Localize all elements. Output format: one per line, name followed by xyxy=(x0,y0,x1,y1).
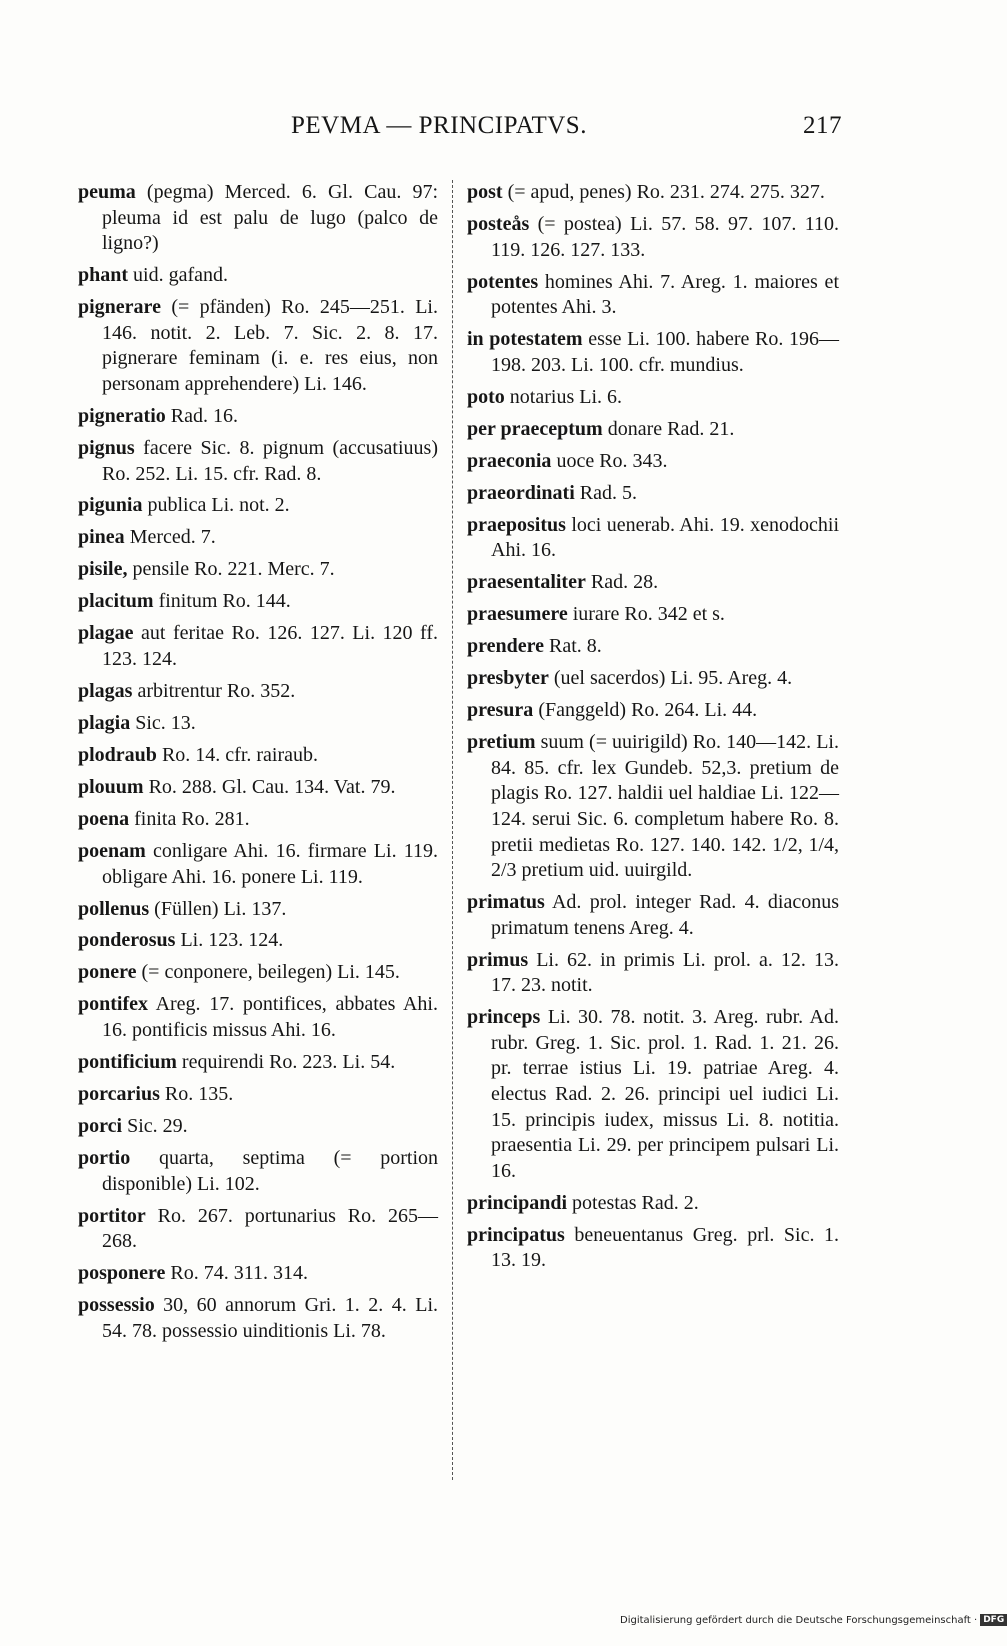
funding-credit xyxy=(620,1614,1005,1626)
index-entry xyxy=(78,621,438,672)
entry-text: publica Li. not. 2. xyxy=(142,494,290,517)
index-entry xyxy=(467,1223,839,1274)
index-entry xyxy=(78,743,438,769)
headword: praeconia xyxy=(467,449,552,472)
entry-text: Rat. 8. xyxy=(544,635,602,658)
headword: prendere xyxy=(467,635,545,658)
entry-text: Merced. 7. xyxy=(124,526,216,549)
headword: porci xyxy=(78,1115,123,1137)
headword: plouum xyxy=(78,775,144,798)
entry-text: (= postea) Li. 57. 58. 97. 107. 110. 119. 126. 127. 133. xyxy=(491,212,839,261)
entry-text: esse Li. 100. habere Ro. 196—198. 203. Li. 100. cfr. mundius. xyxy=(491,328,839,376)
headword: in potestatem xyxy=(467,328,583,351)
index-entry xyxy=(78,992,438,1043)
index-entry xyxy=(78,295,438,397)
headword: ponere xyxy=(78,961,137,984)
entry-text: finitum Ro. 144. xyxy=(153,590,291,613)
headword: pisile, xyxy=(78,558,128,581)
headword: poenam xyxy=(78,839,146,862)
headword: ponderosus xyxy=(78,929,176,952)
index-entry xyxy=(467,730,839,884)
headword: portitor xyxy=(78,1204,146,1227)
headword: porcarius xyxy=(78,1083,160,1106)
entry-text: suum (= uuirigild) Ro. 140—142. Li. 84. 85. cfr. lex Gundeb. 52,3. pretium de plagis Ro. 127. haldii uel haldiae Li. 122—124. serui Sic. 6. completum habere Ro. 8. pretii medietas Ro. 127. 140. 142. 1/2, 1/4, 2/3 pretium uid. uuirgild. xyxy=(491,731,839,882)
headword: pontificium xyxy=(78,1051,177,1074)
index-entry xyxy=(467,270,839,321)
headword: post xyxy=(467,181,503,203)
entry-text: notarius Li. 6. xyxy=(504,385,623,408)
index-entry xyxy=(78,928,438,954)
column-divider xyxy=(452,180,453,1480)
entry-text: uid. gafand. xyxy=(128,264,229,287)
headword: poena xyxy=(78,807,130,830)
entry-text: Rad. 28. xyxy=(585,571,659,594)
entry-text: potestas Rad. 2. xyxy=(567,1191,699,1214)
index-entry xyxy=(467,212,839,263)
index-entry xyxy=(467,1191,839,1217)
funding-credit-text: Digitalisierung gefördert durch die Deutsche Forschungsgemeinschaft · xyxy=(620,1615,978,1626)
entry-text: Ro. 288. Gl. Cau. 134. Vat. 79. xyxy=(143,775,396,798)
entry-text: Ro. 267. portunarius Ro. 265—268. xyxy=(102,1204,438,1253)
index-entry xyxy=(467,698,839,724)
index-entry xyxy=(467,602,839,628)
entry-text: 30, 60 annorum Gri. 1. 2. 4. Li. 54. 78. possessio uinditionis Li. 78. xyxy=(102,1294,438,1342)
index-entry xyxy=(78,436,438,487)
headword: potentes xyxy=(467,270,539,293)
index-entry xyxy=(467,385,839,411)
index-entry xyxy=(78,1204,438,1255)
entry-text: Ro. 135. xyxy=(159,1083,234,1106)
entry-text: aut feritae Ro. 126. 127. Li. 120 ff. 123. 124. xyxy=(102,622,438,671)
entry-text: Sic. 13. xyxy=(130,711,196,734)
index-entry xyxy=(467,570,839,596)
index-entry xyxy=(467,449,839,475)
headword: plagia xyxy=(78,711,131,734)
entry-text: (Fanggeld) Ro. 264. Li. 44. xyxy=(533,699,758,722)
headword: princeps xyxy=(467,1006,541,1029)
entry-text: (pegma) Merced. 6. Gl. Cau. 97: pleuma id est palu de lugo (palco de ligno?) xyxy=(102,181,438,255)
index-entry xyxy=(78,404,438,430)
index-entry xyxy=(467,890,839,941)
index-entry xyxy=(78,960,438,986)
headword: possessio xyxy=(78,1294,155,1317)
entry-text: homines Ahi. 7. Areg. 1. maiores et potentes Ahi. 3. xyxy=(491,270,839,319)
headword: primatus xyxy=(467,891,545,914)
entry-text: conligare Ahi. 16. firmare Li. 119. obligare Ahi. 16. ponere Li. 119. xyxy=(102,839,438,888)
index-entry xyxy=(78,525,438,551)
headword: plagae xyxy=(78,622,134,645)
headword: plagas xyxy=(78,680,133,702)
dfg-logo: DFG xyxy=(980,1614,1007,1626)
entry-text: Rad. 5. xyxy=(574,481,637,504)
index-entry xyxy=(467,666,839,692)
index-entry xyxy=(78,1082,438,1108)
entry-text: facere Sic. 8. pignum (accusatiuus) Ro. 252. Li. 15. cfr. Rad. 8. xyxy=(102,436,438,485)
headword: pontifex xyxy=(78,993,148,1016)
headword: principatus xyxy=(467,1223,565,1246)
entry-text: Ad. prol. integer Rad. 4. diaconus primatum tenens Areg. 4. xyxy=(491,891,839,939)
headword: primus xyxy=(467,948,529,971)
entry-text: iurare Ro. 342 et s. xyxy=(567,603,725,626)
entry-text: donare Rad. 21. xyxy=(602,417,735,440)
headword: plodraub xyxy=(78,743,157,766)
entry-text: beneuentanus Greg. prl. Sic. 1. 13. 19. xyxy=(491,1223,839,1272)
index-entry xyxy=(78,1050,438,1076)
index-entry xyxy=(78,180,438,257)
entry-text: arbitrentur Ro. 352. xyxy=(132,680,296,702)
headword: per praeceptum xyxy=(467,417,603,440)
index-entry xyxy=(78,839,438,890)
entry-text: Li. 123. 124. xyxy=(175,929,284,952)
entry-text: (= pfänden) Ro. 245—251. Li. 146. notit. 2. Leb. 7. Sic. 2. 8. 17. pignerare feminam (i. e. res eius, non personam apprehendere) Li. 146. xyxy=(102,296,438,395)
index-entry xyxy=(78,1293,438,1344)
index-entry xyxy=(467,180,839,206)
entry-text: (Füllen) Li. 137. xyxy=(149,897,287,920)
index-entry xyxy=(78,1261,438,1287)
entry-text: uoce Ro. 343. xyxy=(551,449,668,472)
index-entry xyxy=(78,1146,438,1197)
index-entry xyxy=(467,513,839,564)
index-entry xyxy=(78,589,438,615)
headword: presura xyxy=(467,699,534,722)
entry-text: Rad. 16. xyxy=(165,404,238,427)
headword: presbyter xyxy=(467,667,549,690)
index-entry xyxy=(78,775,438,801)
index-entry xyxy=(467,1005,839,1184)
headword: posponere xyxy=(78,1262,166,1285)
headword: praesumere xyxy=(467,603,568,626)
entry-text: pensile Ro. 221. Merc. 7. xyxy=(127,558,335,581)
entry-text: (uel sacerdos) Li. 95. Areg. 4. xyxy=(548,667,793,690)
headword: pignerare xyxy=(78,296,161,319)
page-number: 217 xyxy=(803,112,842,139)
headword: posteås xyxy=(467,212,530,235)
headword: principandi xyxy=(467,1191,568,1214)
headword: pollenus xyxy=(78,897,150,920)
entry-text: (= conponere, beilegen) Li. 145. xyxy=(136,961,400,984)
index-entry xyxy=(78,711,438,737)
left-column xyxy=(78,180,438,1351)
headword: portio xyxy=(78,1146,131,1169)
index-entry xyxy=(467,634,839,660)
headword: pigneratio xyxy=(78,404,166,427)
headword: pigunia xyxy=(78,494,143,517)
index-entry xyxy=(467,327,839,378)
headword: praesentaliter xyxy=(467,571,586,594)
right-column xyxy=(467,180,839,1280)
index-entry xyxy=(78,263,438,289)
entry-text: Li. 62. in primis Li. prol. a. 12. 13. 17. 23. notit. xyxy=(491,948,839,997)
entry-text: finita Ro. 281. xyxy=(129,807,250,830)
page-title: PEVMA — PRINCIPATVS. xyxy=(291,112,587,139)
entry-text: Areg. 17. pontifices, abbates Ahi. 16. pontificis missus Ahi. 16. xyxy=(102,993,438,1042)
headword: pretium xyxy=(467,731,536,754)
entry-text: (= apud, penes) Ro. 231. 274. 275. 327. xyxy=(502,181,825,203)
entry-text: loci uenerab. Ahi. 19. xenodochii Ahi. 16. xyxy=(491,513,839,562)
index-entry xyxy=(78,557,438,583)
index-entry xyxy=(78,807,438,833)
headword: pinea xyxy=(78,526,125,549)
index-entry xyxy=(78,493,438,519)
index-entry xyxy=(467,481,839,507)
entry-text: quarta, septima (= portion disponible) Li. 102. xyxy=(102,1146,438,1195)
headword: peuma xyxy=(78,181,136,203)
index-entry xyxy=(467,417,839,443)
entry-text: Ro. 74. 311. 314. xyxy=(165,1262,309,1285)
index-entry xyxy=(78,1114,438,1140)
headword: phant xyxy=(78,264,129,287)
index-entry xyxy=(78,679,438,705)
index-entry xyxy=(467,948,839,999)
entry-text: requirendi Ro. 223. Li. 54. xyxy=(176,1051,396,1074)
headword: pignus xyxy=(78,436,135,459)
headword: praepositus xyxy=(467,513,566,536)
entry-text: Sic. 29. xyxy=(122,1115,188,1137)
entry-text: Li. 30. 78. notit. 3. Areg. rubr. Ad. rubr. Greg. 1. Sic. prol. 1. Rad. 1. 21. 26. pr. terrae istius Li. 19. patriae Areg. 4. electus Rad. 2. 26. principi uel iudici Li. 15. principis iudex, missus Li. 8. notitia. praesentia Li. 29. per principem pulsari Li. 16. xyxy=(491,1006,839,1182)
entry-text: Ro. 14. cfr. rairaub. xyxy=(156,743,319,766)
index-entry xyxy=(78,897,438,923)
headword: praeordinati xyxy=(467,481,575,504)
headword: placitum xyxy=(78,590,154,613)
headword: poto xyxy=(467,385,505,408)
